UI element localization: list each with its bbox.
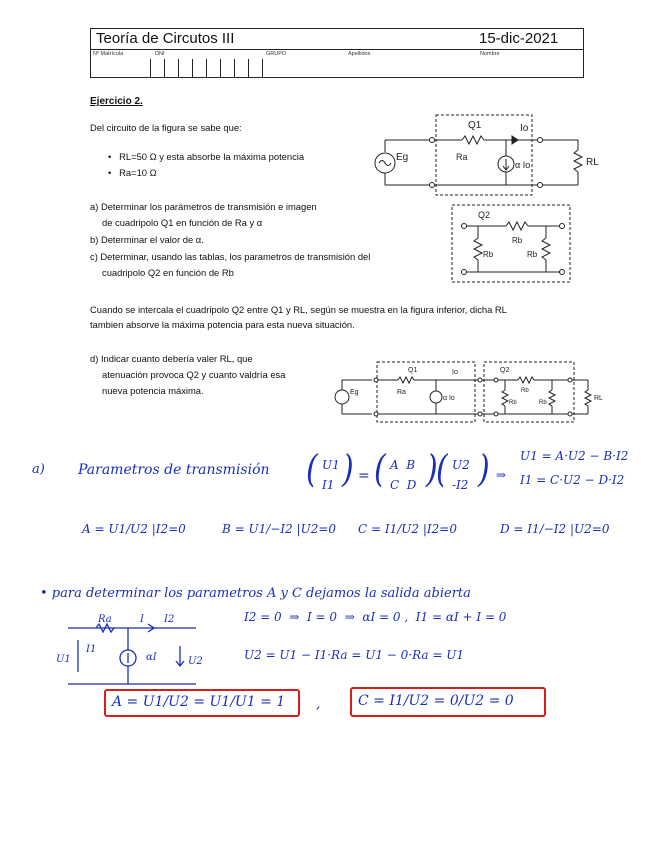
item-d-2: atenuación provoca Q2 y cuanto valdría esa (102, 369, 286, 380)
svg-text:Rb: Rb (509, 400, 517, 406)
course-title: Teoría de Circutos III (96, 30, 235, 47)
svg-text:α Io: α Io (515, 160, 531, 170)
svg-text:I2: I2 (164, 614, 175, 625)
svg-text:α Io: α Io (443, 395, 455, 402)
def-d: D = I1/−I2 |U2=0 (500, 522, 610, 536)
svg-text:Q2: Q2 (478, 210, 491, 220)
svg-text:RL: RL (586, 157, 599, 168)
label-apellidos: Apellidos (348, 51, 371, 57)
label-grupo: GRUPO (266, 51, 287, 57)
svg-text:Q1: Q1 (408, 367, 418, 374)
matrix-abcd: A B C D (390, 458, 417, 492)
svg-text:Io: Io (452, 369, 458, 376)
matrix-rhs: U2 -I2 (452, 458, 470, 492)
exam-date: 15-dic-2021 (479, 30, 559, 47)
def-b: B = U1/−I2 |U2=0 (222, 522, 337, 536)
label-dni: DNI (155, 51, 165, 57)
open-output-currents: I2 = 0 ⇒ I = 0 ⇒ αI = 0 , I1 = αI + I = 0 (244, 610, 507, 624)
u2-relation: U2 = U1 − I1·Ra = U1 − 0·Ra = U1 (244, 648, 464, 662)
svg-text:I1: I1 (86, 644, 97, 655)
def-a: A = U1/U2 |I2=0 (82, 522, 186, 536)
item-c-2: cuadripolo Q2 en función de Rb (102, 267, 234, 278)
item-b: b) Determinar el valor de α. (90, 234, 204, 245)
svg-text:Rb: Rb (483, 250, 494, 259)
svg-text:Q1: Q1 (468, 120, 482, 131)
svg-text:Q2: Q2 (500, 367, 510, 374)
svg-text:Ra: Ra (397, 389, 406, 396)
eq-v1: U1 = A·U2 − B·I2 (520, 449, 629, 463)
exercise-intro: Del circuito de la figura se sabe que: (90, 122, 242, 133)
bullet-1: • RL=50 Ω y esta absorbe la máxima potencia (108, 151, 305, 162)
label-matricula: Nº Matrícula (93, 51, 124, 57)
item-c-1: c) Determinar, usando las tablas, los parametros de transmisión del (90, 251, 371, 262)
svg-text:Rb: Rb (512, 236, 523, 245)
svg-text:Eg: Eg (350, 389, 359, 396)
paragraph-1: Cuando se intercala el cuadripolo Q2 entre Q1 y RL, según se muestra en la figura inferior, dicha RL (90, 304, 507, 315)
open-output-note: • para determinar los parametros A y C dejamos la salida abierta (40, 586, 471, 601)
item-a-1: a) Determinar los parámetros de transmisión e imagen (90, 201, 317, 212)
exercise-title: Ejercicio 2. (90, 96, 143, 107)
svg-text:Rb: Rb (521, 388, 529, 394)
svg-text:RL: RL (594, 395, 603, 402)
solution-heading: Parametros de transmisión (78, 462, 270, 478)
svg-text:Rb: Rb (527, 250, 538, 259)
bullet-2: • Ra=10 Ω (108, 167, 157, 178)
svg-text:αI: αI (146, 652, 157, 663)
svg-text:U1: U1 (56, 654, 71, 665)
paragraph-2: tambien absorve la máxima potencia para esta nueva situación. (90, 319, 355, 330)
svg-text:Io: Io (520, 123, 529, 134)
svg-text:I: I (140, 614, 144, 625)
solution-mark: a) (32, 462, 45, 477)
label-nombre: Nombre (480, 51, 500, 57)
item-a-2: de cuadripolo Q1 en función de Ra y α (102, 217, 263, 228)
def-c: C = I1/U2 |I2=0 (358, 522, 457, 536)
eq-i1: I1 = C·U2 − D·I2 (520, 473, 625, 487)
svg-text:Ra: Ra (456, 152, 468, 162)
svg-text:Rb: Rb (539, 400, 547, 406)
svg-text:Ra: Ra (98, 614, 112, 625)
result-c: C = I1/U2 = 0/U2 = 0 (358, 693, 514, 709)
svg-text:U2: U2 (188, 656, 203, 667)
result-a: A = U1/U2 = U1/U1 = 1 (112, 694, 286, 710)
matrix-lhs: U1 I1 (322, 458, 340, 492)
item-d-3: nueva potencia máxima. (102, 385, 204, 396)
svg-text:Eg: Eg (396, 152, 409, 163)
item-d-1: d) Indicar cuanto debería valer RL, que (90, 353, 253, 364)
